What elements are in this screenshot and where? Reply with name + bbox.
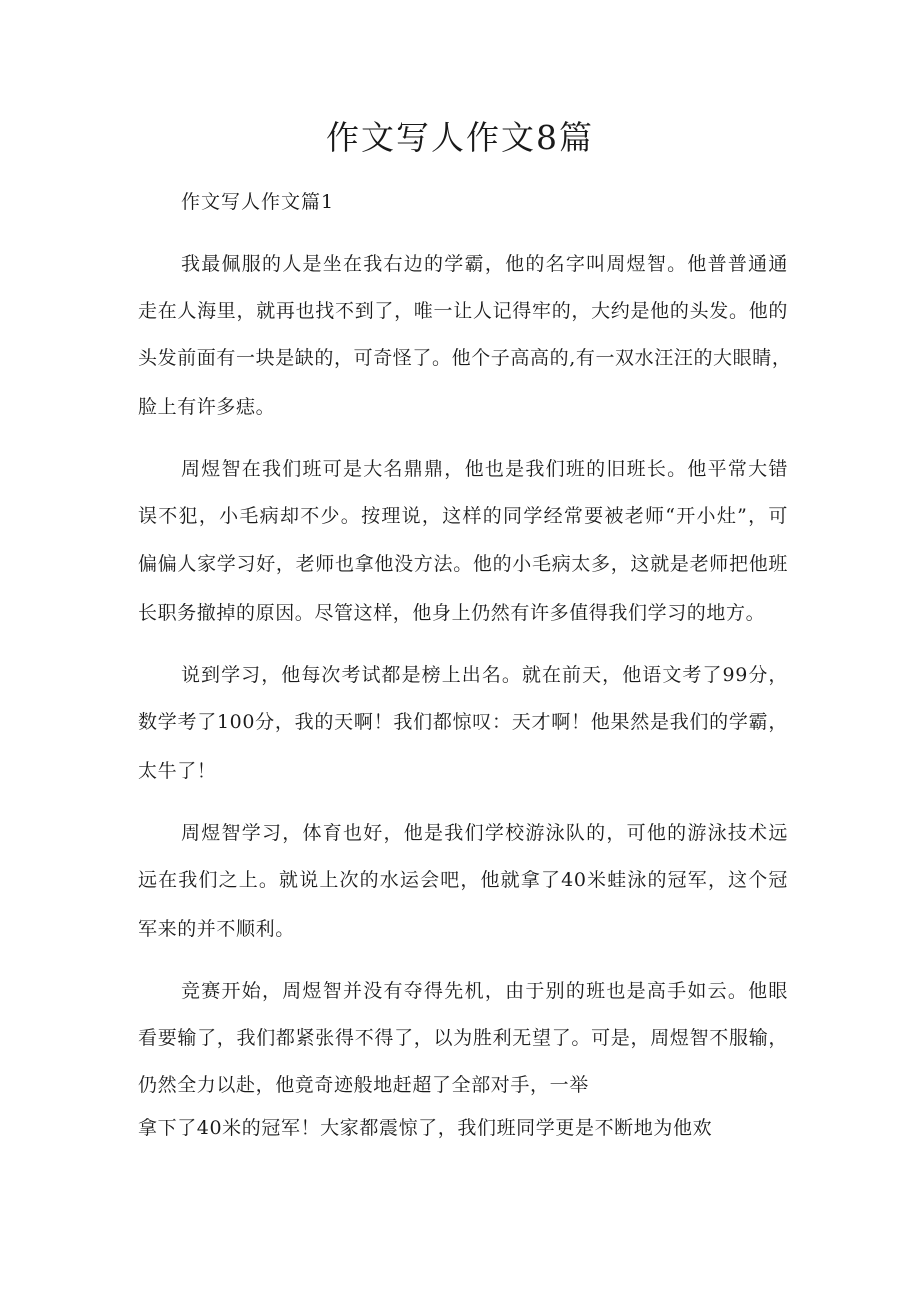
paragraph-4-line-1: 周煜智学习，体育也好，他是我们学校游泳队的，可他的游泳技术远	[181, 822, 788, 844]
section-heading: 作文写人作文篇1	[181, 191, 335, 213]
paragraph-4-line-2: 远在我们之上。就说上次的水运会吧，他就拿了40米蛙泳的冠军，这个冠	[138, 869, 788, 891]
paragraph-3-line-1: 说到学习，他每次考试都是榜上出名。就在前天，他语文考了99分，	[181, 664, 788, 686]
paragraph-1-line-1: 我最佩服的人是坐在我右边的学霸，他的名字叫周煜智。他普普通通	[181, 253, 788, 275]
paragraph-5-line-1: 竞赛开始，周煜智并没有夺得先机，由于别的班也是高手如云。他眼	[181, 980, 788, 1002]
paragraph-2-line-4: 长职务撤掉的原因。尽管这样，他身上仍然有许多值得我们学习的地方。	[138, 602, 766, 624]
document-title: 作文写人作文8篇	[326, 118, 594, 157]
paragraph-3-line-2: 数学考了100分，我的天啊！我们都惊叹：天才啊！他果然是我们的学霸，	[138, 711, 788, 733]
paragraph-1-line-2: 走在人海里，就再也找不到了，唯一让人记得牢的，大约是他的头发。他的	[138, 300, 788, 322]
paragraph-2-line-2: 误不犯，小毛病却不少。按理说，这样的同学经常要被老师“开小灶”，可	[138, 505, 788, 527]
paragraph-3-line-3: 太牛了！	[138, 760, 217, 782]
paragraph-1-line-4: 脸上有许多痣。	[138, 396, 276, 418]
paragraph-2-line-1: 周煜智在我们班可是大名鼎鼎，他也是我们班的旧班长。他平常大错	[181, 458, 788, 480]
paragraph-5-line-3: 仍然全力以赴，他竟奇迹般地赶超了全部对手，一举	[138, 1074, 589, 1096]
paragraph-1-line-3: 头发前面有一块是缺的，可奇怪了。他个子高高的,有一双水汪汪的大眼睛，	[138, 347, 792, 369]
paragraph-5-line-2: 看要输了，我们都紧张得不得了，以为胜利无望了。可是，周煜智不服输，	[138, 1027, 788, 1049]
paragraph-4-line-3: 军来的并不顺利。	[138, 918, 295, 940]
paragraph-2-line-3: 偏偏人家学习好，老师也拿他没方法。他的小毛病太多，这就是老师把他班	[138, 553, 788, 575]
paragraph-5-line-4: 拿下了40米的冠军！大家都震惊了，我们班同学更是不断地为他欢	[138, 1117, 713, 1139]
